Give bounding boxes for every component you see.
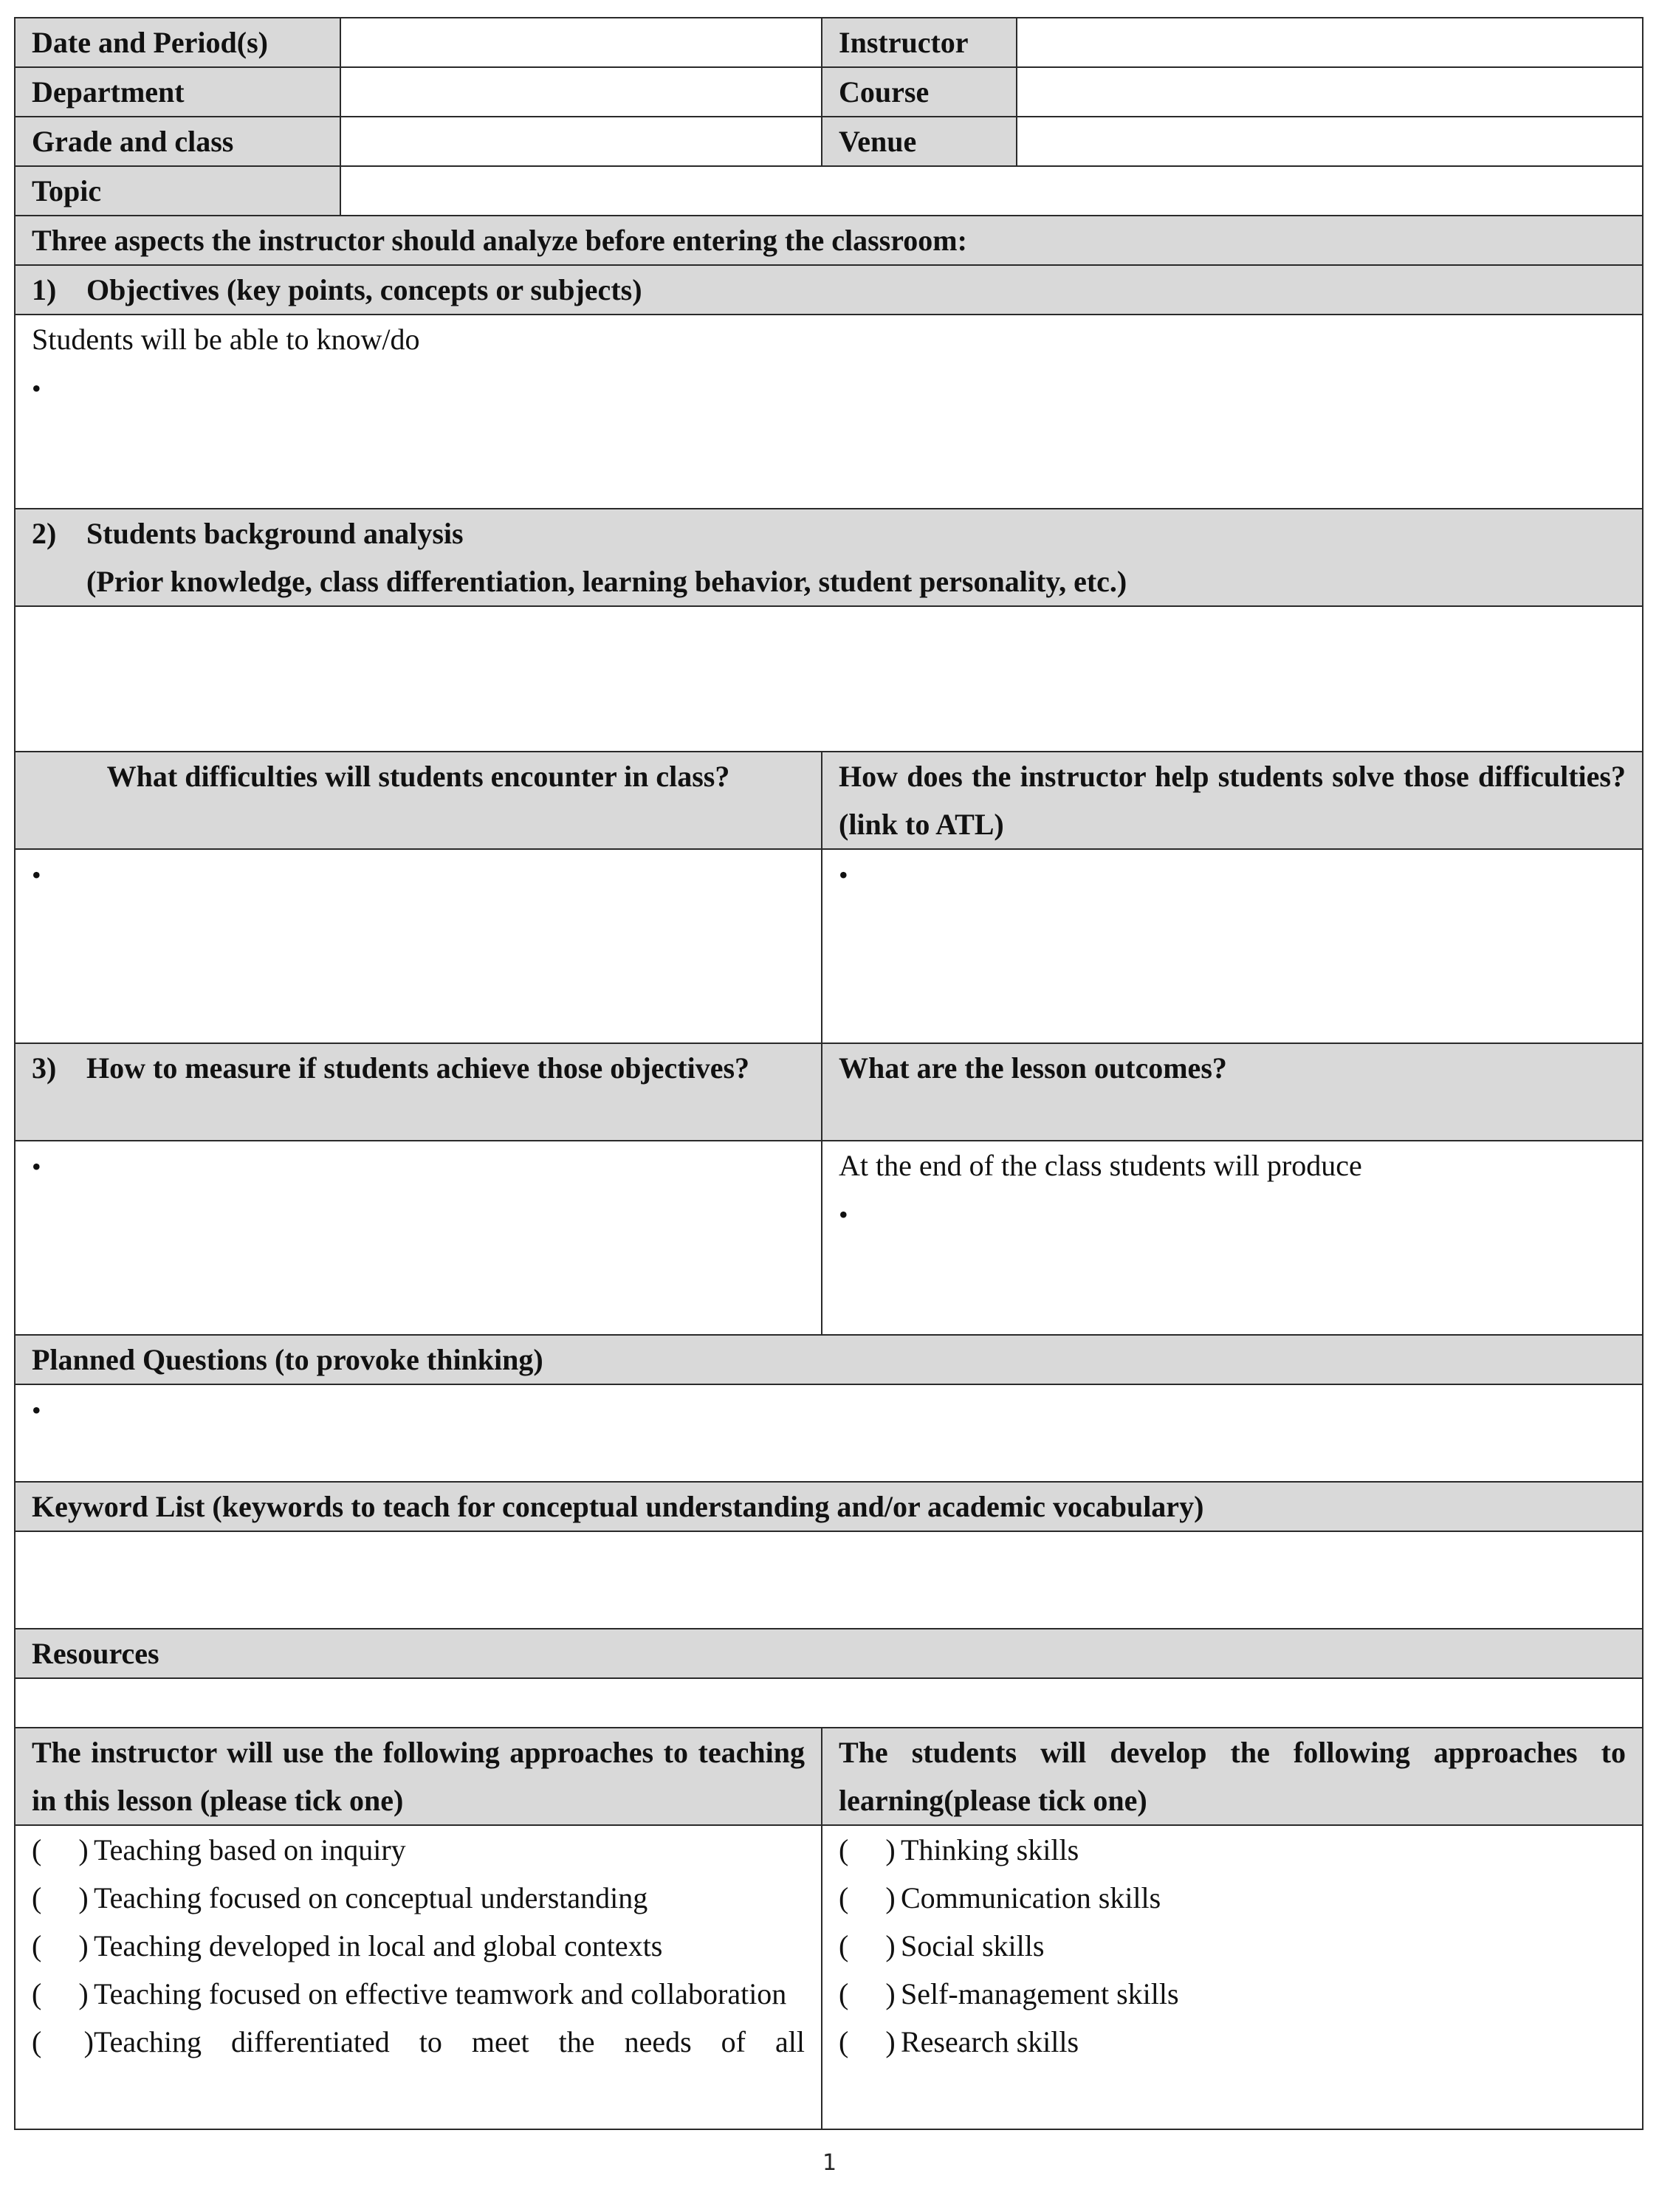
- tick-box[interactable]: ( ): [32, 1929, 89, 1962]
- department-label: Department: [15, 67, 340, 117]
- date-period-label: Date and Period(s): [15, 18, 340, 67]
- measure-bullet: [32, 1141, 805, 1189]
- teaching-option[interactable]: ( ) Teaching focused on effective teamwork and collaboration: [32, 1970, 805, 2018]
- objectives-heading: [15, 265, 1643, 315]
- learning-approaches-heading: The students will develop the following approaches to learning(please tick one): [822, 1728, 1643, 1825]
- tick-box[interactable]: ( ): [839, 1833, 896, 1866]
- keyword-list-field[interactable]: [15, 1531, 1643, 1629]
- measure-heading: [15, 1043, 822, 1141]
- tick-box[interactable]: ( ): [32, 1881, 89, 1914]
- tick-box[interactable]: ( ): [839, 1929, 896, 1962]
- teaching-approaches-heading: The instructor will use the following approaches to teaching in this lesson (please tick one): [15, 1728, 822, 1825]
- venue-field[interactable]: [1017, 117, 1643, 166]
- page-number: 1: [822, 2150, 837, 2176]
- learning-option[interactable]: ( ) Communication skills: [839, 1874, 1626, 1922]
- tick-box[interactable]: ( ): [32, 1977, 89, 2010]
- tick-box[interactable]: ( ): [32, 2025, 94, 2058]
- learning-option[interactable]: ( ) Social skills: [839, 1922, 1626, 1970]
- venue-label: Venue: [822, 117, 1017, 166]
- course-field[interactable]: [1017, 67, 1643, 117]
- tick-box[interactable]: ( ): [839, 1881, 896, 1914]
- outcomes-bullet: [839, 1189, 1626, 1237]
- teaching-option[interactable]: ( ) Teaching based on inquiry: [32, 1826, 805, 1874]
- teaching-option[interactable]: ( ) Teaching developed in local and global contexts: [32, 1922, 805, 1970]
- tick-box[interactable]: ( ): [839, 1977, 896, 2010]
- topic-label: Topic: [15, 166, 340, 216]
- background-heading: [15, 509, 1643, 606]
- measure-field[interactable]: [15, 1141, 822, 1335]
- planned-questions-heading: Planned Questions (to provoke thinking): [15, 1335, 1643, 1384]
- grade-class-label: Grade and class: [15, 117, 340, 166]
- planned-questions-field[interactable]: [15, 1384, 1643, 1482]
- course-label: Course: [822, 67, 1017, 117]
- outcomes-prompt: At the end of the class students will produce: [839, 1149, 1362, 1182]
- learning-approaches-list: [822, 1825, 1643, 2129]
- learning-option[interactable]: ( ) Self-management skills: [839, 1970, 1626, 2018]
- measure-number: 3): [32, 1051, 57, 1085]
- department-field[interactable]: [340, 67, 822, 117]
- resources-field[interactable]: [15, 1678, 1643, 1728]
- objectives-bullet: [32, 363, 1626, 411]
- instructor-field[interactable]: [1017, 18, 1643, 67]
- difficulties-field[interactable]: [15, 849, 822, 1043]
- tick-box[interactable]: ( ): [32, 1833, 89, 1866]
- background-number: 2): [32, 517, 57, 550]
- measure-title: How to measure if students achieve those objectives?: [86, 1051, 750, 1085]
- instructor-help-field[interactable]: [822, 849, 1643, 1043]
- lesson-plan-form: [14, 17, 1655, 2130]
- resources-heading: Resources: [15, 1629, 1643, 1678]
- tick-box[interactable]: ( ): [839, 2025, 896, 2058]
- three-aspects-heading: Three aspects the instructor should analyze before entering the classroom:: [15, 216, 1643, 265]
- objectives-number: 1): [32, 273, 57, 306]
- outcomes-field[interactable]: [822, 1141, 1643, 1335]
- background-subtitle: (Prior knowledge, class differentiation, learning behavior, student personality, etc.): [86, 565, 1127, 598]
- teaching-approaches-list: [15, 1825, 822, 2129]
- outcomes-heading: What are the lesson outcomes?: [822, 1043, 1643, 1141]
- background-title: Students background analysis: [86, 517, 464, 550]
- difficulties-heading: What difficulties will students encounter in class?: [15, 752, 822, 849]
- objectives-field[interactable]: [15, 315, 1643, 509]
- instructor-label: Instructor: [822, 18, 1017, 67]
- date-period-field[interactable]: [340, 18, 822, 67]
- learning-option[interactable]: ( ) Research skills: [839, 2018, 1626, 2066]
- learning-option[interactable]: ( ) Thinking skills: [839, 1826, 1626, 1874]
- background-field[interactable]: [15, 606, 1643, 752]
- keyword-list-heading: Keyword List (keywords to teach for conceptual understanding and/or academic vocabulary): [15, 1482, 1643, 1531]
- topic-field[interactable]: [340, 166, 1643, 216]
- difficulties-bullet: [32, 850, 805, 898]
- teaching-option[interactable]: ( ) Teaching focused on conceptual understanding: [32, 1874, 805, 1922]
- objectives-prompt: Students will be able to know/do: [32, 323, 420, 356]
- planned-questions-bullet: [32, 1385, 1626, 1433]
- grade-class-field[interactable]: [340, 117, 822, 166]
- objectives-title: Objectives (key points, concepts or subjects): [86, 273, 642, 306]
- teaching-option[interactable]: ( )Teaching differentiated to meet the needs of all: [32, 2018, 805, 2066]
- instructor-help-bullet: [839, 850, 1626, 898]
- instructor-help-heading: How does the instructor help students solve those difficulties? (link to ATL): [822, 752, 1643, 849]
